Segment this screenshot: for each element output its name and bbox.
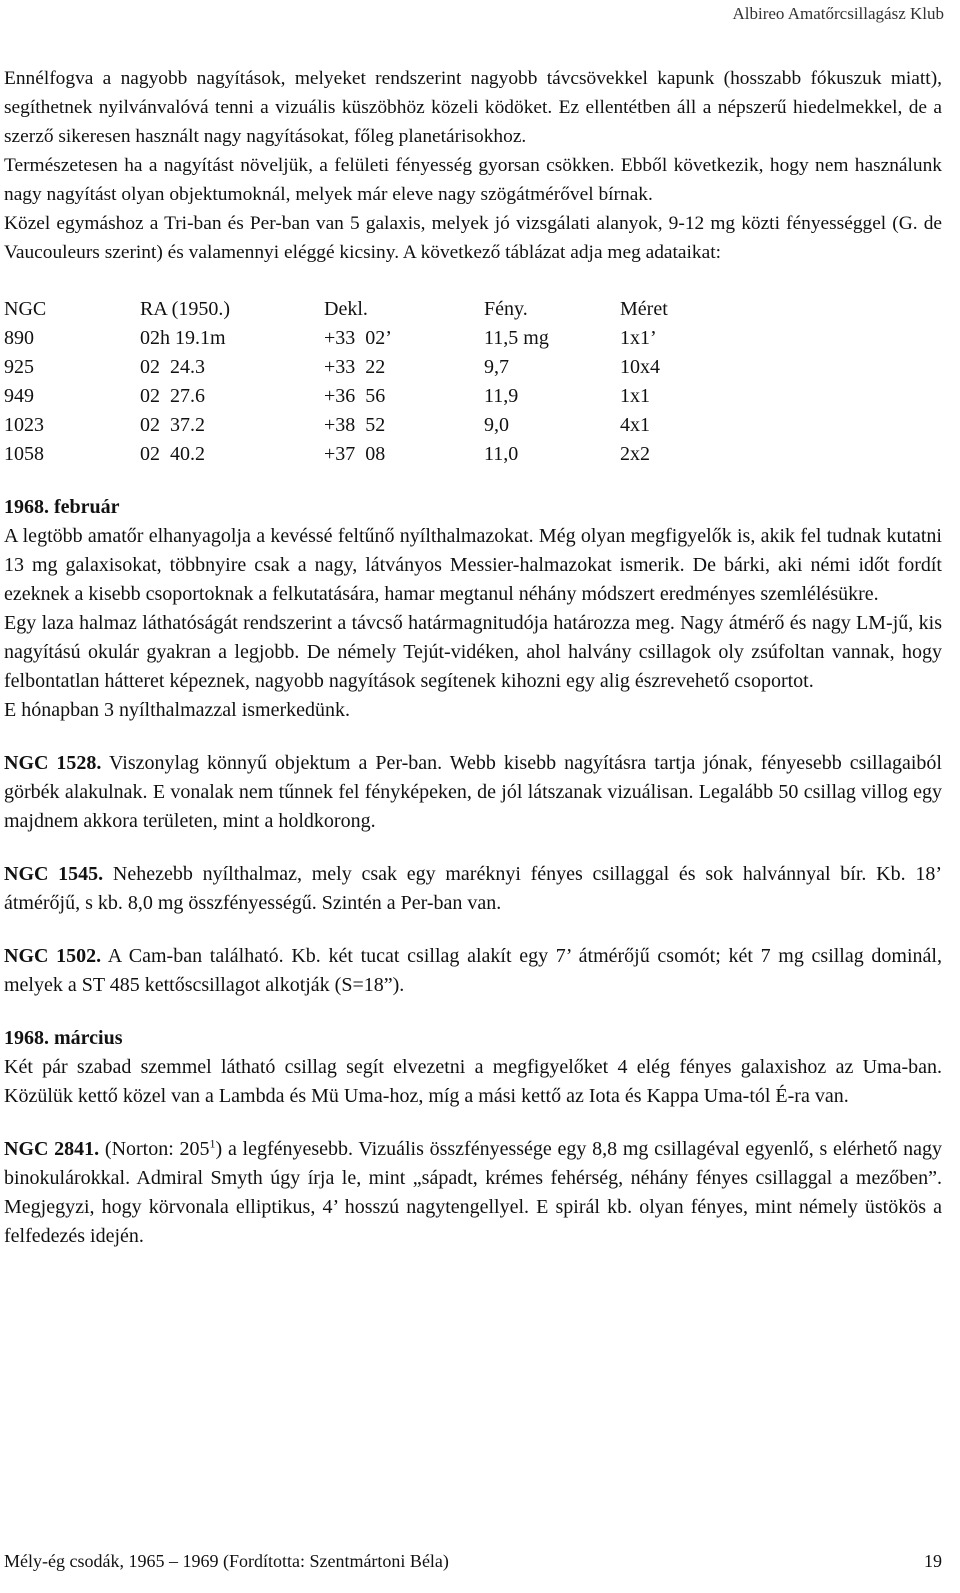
footnote-marker: 1 [209, 1136, 216, 1151]
table-cell: 02h 19.1m [140, 327, 226, 349]
table-cell: 1x1’ [620, 327, 657, 349]
page-number: 19 [924, 1551, 942, 1571]
intro-paragraph-1: Ennélfogva a nagyobb nagyítások, melyeket rendszerint nagyobb távcsövekkel kapunk (hosszabb fókuszuk miatt), segíthetnek nyilvánvalóvá tenni a vizuális küszöbhöz közeli ködöket. Ez ellentétben áll a népszerű hiedelmekkel, de a szerző sikeresen használt nagy nagyításokat, főleg planetárisokhoz. [4, 68, 942, 147]
section-title-february: 1968. február [4, 496, 120, 518]
table-row [4, 411, 668, 440]
footer-title: Mély-ég csodák, 1965 – 1969 (Fordította: Szentmártoni Béla) [4, 1551, 449, 1571]
table-header-cell: Fény. [484, 298, 528, 320]
table-cell: 02 40.2 [140, 443, 205, 465]
object-description: A Cam-ban található. Kb. két tucat csillag alakít egy 7’ átmérőjű csomót; két 7 mg csillag dominál, melyek a ST 485 kettőscsillagot alkotják (S=18”). [4, 945, 942, 996]
spacer [4, 725, 942, 749]
table-cell: 4x1 [620, 414, 650, 436]
february-paragraph-3: E hónapban 3 nyílthalmazzal ismerkedünk. [4, 699, 351, 721]
spacer [4, 836, 942, 860]
table-cell: +38 52 [324, 414, 386, 436]
table-header-cell: RA (1950.) [140, 298, 230, 320]
section-title-march: 1968. március [4, 1027, 123, 1049]
object-name: NGC 2841. [4, 1138, 100, 1160]
february-section [4, 493, 942, 1000]
table-cell: 2x2 [620, 443, 650, 465]
march-paragraph-1: Két pár szabad szemmel látható csillag segít elvezetni a megfigyelőket 4 elég fényes galaxishoz az Uma-ban. Közülük kettő közel van a Lambda és Mü Uma-hoz, míg a mási kettő az Iota és Kappa Uma-tól É-ra van. [4, 1056, 942, 1107]
object-entry-ngc1528 [4, 749, 942, 836]
object-description: ) a legfényesebb. Vizuális összfényessége egy 8,8 mg csillagéval egyenlő, s elérhető nagy binokulárokkal. Admiral Smyth úgy írja le, mint „sápadt, krémes fehérség, néhány fényes csillaggal a mezőben”. Megjegyzi, hogy körvonala elliptikus, 4’ hosszú nagytengellyel. E spirál kb. olyan fényes, mint némely üstökös a felfedezés idején. [4, 1138, 942, 1247]
table-cell: +37 08 [324, 443, 386, 465]
february-paragraph-1: A legtöbb amatőr elhanyagolja a kevéssé feltűnő nyílthalmazokat. Még olyan megfigyelők is, akik fel tudnak kutatni 13 mg galaxisokat, többnyire csak a nagy, látványos Messier-halmazokat ismerik. De bárki, aki némi időt fordít ezeknek a kisebb csoportoknak a felkutatására, hamar megtanul néhány módszert eredményes szemlélésükre. [4, 525, 942, 605]
table-row [4, 353, 668, 382]
table-cell: 949 [4, 385, 34, 407]
running-header: Albireo Amatőrcsillagász Klub [732, 4, 944, 23]
table-header-row [4, 295, 668, 324]
table-header-cell: Dekl. [324, 298, 368, 320]
object-name: NGC 1502. [4, 945, 102, 967]
table-cell: 890 [4, 327, 34, 349]
table-cell: 11,9 [484, 385, 519, 407]
table-cell: 1023 [4, 414, 44, 436]
february-paragraph-2: Egy laza halmaz láthatóságát rendszerint a távcső határmagnitudója határozza meg. Nagy átmérő és nagy LM-jű, kis nagyítású okulár gyakran a legjobb. De némely Tejút-vidéken, ahol halvány csillagok oly zsúfoltan vannak, hogy felbontatlan hátteret képeznek, nagyobb nagyítások segítenek kihozni egy alig észrevehető csoportot. [4, 612, 942, 692]
table-cell: +36 56 [324, 385, 386, 407]
table-cell: 02 37.2 [140, 414, 205, 436]
table-cell: 9,0 [484, 414, 509, 436]
intro-section [4, 64, 942, 267]
table-row [4, 324, 668, 353]
object-description: Viszonylag könnyű objektum a Per-ban. Webb kisebb nagyításra tartja jónak, fényesebb csillagaiból görbék alakulnak. E vonalak nem tűnnek fel fényképeken, de jól látszanak vizuálisan. Legalább 50 csillag villog egy majdnem akkora területen, mint a holdkorong. [4, 752, 942, 832]
object-name: NGC 1545. [4, 863, 104, 885]
table-cell: +33 22 [324, 356, 386, 378]
galaxy-table [4, 295, 668, 469]
spacer [4, 1000, 942, 1024]
object-description-prefix: (Norton: 205 [99, 1138, 210, 1160]
intro-paragraph-3: Közel egymáshoz a Tri-ban és Per-ban van 5 galaxis, melyek jó vizsgálati alanyok, 9-12 mg közti fényességgel (G. de Vaucouleurs szerint) és valamennyi eléggé kicsiny. A következő táblázat adja meg adataikat: [4, 213, 942, 263]
object-description: Nehezebb nyílthalmaz, mely csak egy maréknyi fényes csillaggal és sok halvánnyal bír. Kb. 18’ átmérőjű, s kb. 8,0 mg összfényességű. Szintén a Per-ban van. [4, 863, 942, 914]
object-entry-ngc1545 [4, 860, 942, 918]
table-cell: +33 02’ [324, 327, 392, 349]
intro-paragraph-2: Természetesen ha a nagyítást növeljük, a felületi fényesség gyorsan csökken. Ebből következik, hogy nem használunk nagy nagyítást olyan objektumoknál, melyek már eleve nagy szögátmérővel bírnak. [4, 155, 942, 205]
table-cell: 9,7 [484, 356, 509, 378]
page-footer [4, 1551, 942, 1572]
march-section [4, 1024, 942, 1251]
table-header-cell: Méret [620, 298, 668, 320]
table-cell: 1x1 [620, 385, 650, 407]
table-cell: 10x4 [620, 356, 660, 378]
object-entry-ngc2841 [4, 1135, 942, 1251]
table-cell: 11,5 mg [484, 327, 549, 349]
table-cell: 02 27.6 [140, 385, 205, 407]
object-entry-ngc1502 [4, 942, 942, 1000]
table-cell: 1058 [4, 443, 44, 465]
table-cell: 02 24.3 [140, 356, 205, 378]
table-row [4, 440, 668, 469]
spacer [4, 1111, 942, 1135]
object-name: NGC 1528. [4, 752, 102, 774]
table-cell: 11,0 [484, 443, 519, 465]
spacer [4, 918, 942, 942]
table-cell: 925 [4, 356, 34, 378]
table-header-cell: NGC [4, 298, 47, 320]
table-row [4, 382, 668, 411]
page-content [4, 64, 942, 1251]
